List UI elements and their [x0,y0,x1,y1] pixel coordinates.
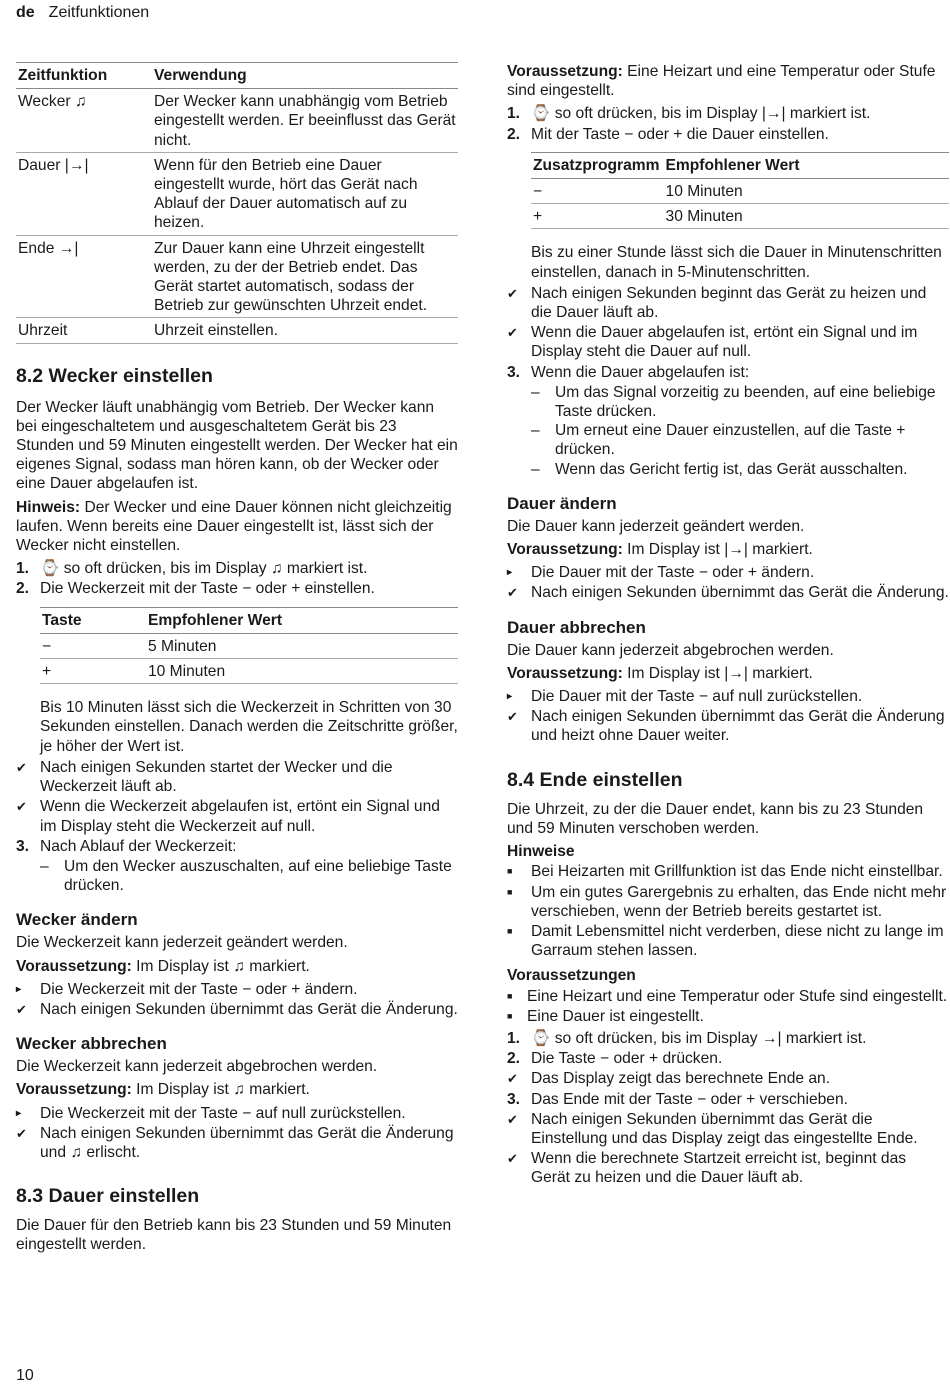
triangle-icon: ▸ [507,691,513,703]
step-number: 1. [507,1029,521,1047]
prerequisite-item-text: Eine Dauer ist eingestellt. [527,1007,704,1025]
check-icon: ✔ [16,1001,27,1017]
table-row [531,179,949,204]
step [507,363,949,382]
action [16,980,458,999]
action-text: Die Weckerzeit mit der Taste − auf null zurückstellen. [40,1104,406,1122]
result-text: Wenn die Dauer abgelaufen ist, ertönt ein Signal und im Display steht die Dauer auf null. [531,324,918,361]
note [16,498,458,556]
check-icon: ✔ [16,1125,27,1141]
notes-label: Hinweise [507,843,575,861]
step [16,837,458,856]
step-number: 2. [507,125,521,143]
step-text: Wenn die Dauer abgelaufen ist: [531,363,750,381]
step-text: ⌚ so oft drücken, bis im Display |→| markiert ist. [531,105,871,123]
check-icon: ✔ [16,799,27,815]
section-heading-8-2: 8.2 Wecker einstellen [16,364,213,387]
paragraph: Die Dauer für den Betrieb kann bis 23 Stunden und 59 Minuten eingestellt werden. [16,1217,452,1254]
table-row [40,633,458,658]
result [507,583,949,602]
step-text: Nach Ablauf der Weckerzeit: [40,837,237,855]
function-name: Dauer |→| [16,152,152,235]
result-text: Nach einigen Sekunden übernimmt das Gerät die Änderung. [531,584,949,602]
prerequisite-label: Voraussetzung: [16,1081,132,1099]
triangle-icon: ▸ [16,1107,22,1119]
step-text: Die Weckerzeit mit der Taste − oder + einstellen. [40,580,375,598]
subheading-dauer-aendern: Dauer ändern [507,493,617,513]
table-header-key: Zusatzprogramm [531,152,664,178]
result [507,1110,949,1148]
section-heading-8-3: 8.3 Dauer einstellen [16,1185,200,1208]
step-text: Die Taste − oder + drücken. [531,1050,723,1068]
check-icon: ✔ [507,1151,518,1167]
sub-item [507,421,949,459]
paragraph: Bis 10 Minuten lässt sich die Weckerzeit in Schritten von 30 Sekunden einstellen. Danach werden die Zeitschritte größer, je höher der Wert ist. [40,699,458,755]
step [507,1049,949,1068]
function-usage: Der Wecker kann unabhängig vom Betrieb eingestellt werden. Er beeinflusst das Gerät nicht. [152,89,458,153]
additional-program-table [531,152,949,230]
step-number: 3. [16,837,30,855]
prerequisite-item-text: Eine Heizart und eine Temperatur oder Stufe sind eingestellt. [527,987,948,1005]
table-header-key: Taste [40,607,146,633]
left-column [16,62,458,1259]
table-header-function: Zeitfunktion [16,63,152,89]
check-icon: ✔ [16,759,27,775]
result [16,758,458,796]
table-row [16,318,458,343]
action-text: Die Dauer mit der Taste − auf null zurückstellen. [531,688,863,706]
result [507,1069,949,1088]
check-icon: ✔ [507,1071,518,1087]
prerequisites-label: Voraussetzungen [507,967,636,985]
note-item [507,922,949,960]
step-text: Mit der Taste − oder + die Dauer einstellen. [531,125,829,143]
square-bullet-icon: ■ [507,886,513,897]
prerequisite-label: Voraussetzung: [507,541,623,559]
result-text: Das Display zeigt das berechnete Ende an. [531,1070,831,1088]
subheading-wecker-aendern: Wecker ändern [16,910,138,930]
square-bullet-icon: ■ [507,1010,513,1021]
function-name: Wecker ♫ [16,89,152,153]
prerequisite [16,1080,458,1099]
time-functions-table [16,62,458,344]
sub-item-text: Um das Signal vorzeitig zu beenden, auf eine beliebige Taste drücken. [555,383,936,421]
result [507,1149,949,1187]
section-title: Zeitfunktionen [48,4,150,21]
result-text: Nach einigen Sekunden startet der Wecker und die Weckerzeit läuft ab. [40,758,393,796]
result-text: Nach einigen Sekunden übernimmt das Gerät die Änderung und ♫ erlischt. [40,1124,454,1161]
note-item [507,883,949,921]
step-number: 2. [16,580,30,598]
paragraph: Die Dauer kann jederzeit geändert werden. [507,517,805,535]
result [507,323,949,361]
table-row [16,89,458,153]
triangle-icon: ▸ [16,983,22,995]
prerequisite [16,957,458,976]
result [16,1000,458,1019]
step [507,125,949,144]
prerequisite-text: Im Display ist ♫ markiert. [136,1081,310,1099]
square-bullet-icon: ■ [507,866,513,877]
step [16,579,458,598]
subheading-wecker-abbrechen: Wecker abbrechen [16,1034,167,1054]
dash-marker: – [531,460,540,478]
prerequisite [507,540,949,559]
sub-item [507,383,949,421]
step-text: Das Ende mit der Taste − oder + verschieben. [531,1090,848,1108]
language-code: de [16,4,35,21]
result [507,284,949,322]
dash-marker: – [40,857,49,875]
note-item-text: Bei Heizarten mit Grillfunktion ist das Ende nicht einstellbar. [531,863,943,881]
square-bullet-icon: ■ [507,925,513,936]
key-cell: + [40,659,146,684]
check-icon: ✔ [507,285,518,301]
step-number: 1. [507,105,521,123]
result-text: Nach einigen Sekunden beginnt das Gerät zu heizen und die Dauer läuft ab. [531,284,927,322]
prerequisite-item [507,987,949,1006]
table-row [16,235,458,318]
paragraph: Die Weckerzeit kann jederzeit geändert werden. [16,934,348,952]
check-icon: ✔ [507,1111,518,1127]
result-text: Nach einigen Sekunden übernimmt das Gerät die Änderung. [40,1000,458,1018]
step-text: ⌚ so oft drücken, bis im Display ♫ markiert ist. [40,560,368,578]
prerequisite-item [507,1007,949,1026]
check-icon: ✔ [507,325,518,341]
value-cell: 5 Minuten [146,633,458,658]
table-row [40,659,458,684]
prerequisite [507,62,949,100]
paragraph: Bis zu einer Stunde lässt sich die Dauer in Minutenschritten einstellen, danach in 5-Minutenschritten. [531,244,942,281]
key-cell: + [531,204,664,229]
step [507,104,949,123]
sub-item [507,460,949,479]
result-text: Wenn die Weckerzeit abgelaufen ist, ertönt ein Signal und im Display steht die Weckerzeit auf null. [40,798,440,835]
action-text: Die Weckerzeit mit der Taste − oder + ändern. [40,980,358,998]
value-cell: 10 Minuten [664,179,949,204]
step [507,1090,949,1109]
note-item-text: Um ein gutes Garergebnis zu erhalten, das Ende nicht mehr verschieben, wenn der Betrieb bereits gestartet ist. [531,883,947,920]
step-number: 1. [16,560,30,578]
step-number: 2. [507,1050,521,1068]
note-item [507,862,949,881]
triangle-icon: ▸ [507,567,513,579]
dash-marker: – [531,422,540,440]
function-name: Uhrzeit [16,318,152,343]
action [507,687,949,706]
table-header-value: Empfohlener Wert [664,152,949,178]
table-row [16,152,458,235]
square-bullet-icon: ■ [507,990,513,1001]
sub-item [16,857,458,895]
step-number: 3. [507,1090,521,1108]
key-cell: − [531,179,664,204]
result [16,797,458,835]
prerequisite-text: Eine Heizart und eine Temperatur oder Stufe sind eingestellt. [507,63,936,100]
prerequisite-label: Voraussetzung: [507,63,623,80]
prerequisite-label: Voraussetzung: [507,664,623,682]
value-cell: 10 Minuten [146,659,458,684]
value-cell: 30 Minuten [664,204,949,229]
check-icon: ✔ [507,709,518,725]
paragraph: Die Uhrzeit, zu der die Dauer endet, kann bis zu 23 Stunden und 59 Minuten verschoben werden. [507,800,924,837]
prerequisite-text: Im Display ist ♫ markiert. [136,957,310,975]
check-icon: ✔ [507,585,518,601]
step-text: ⌚ so oft drücken, bis im Display →| markiert ist. [531,1029,867,1047]
subheading-dauer-abbrechen: Dauer abbrechen [507,617,646,637]
action [507,563,949,582]
recommended-values-table-wrap [40,607,458,685]
result-text: Wenn die berechnete Startzeit erreicht ist, beginnt das Gerät zu heizen und die Dauer läuft ab. [531,1150,907,1187]
page-number: 10 [16,1367,34,1384]
function-name: Ende →| [16,235,152,318]
paragraph: Der Wecker läuft unabhängig vom Betrieb. Der Wecker kann bei eingeschaltetem und ausgeschaltetem Gerät bis 23 Stunden und 59 Minuten eingestellt werden. Der Wecker hat ein eigenes Signal, sodass man hören kann, ob der Wecker oder eine Dauer abgelaufen ist. [16,398,458,493]
table-row [531,204,949,229]
function-usage: Wenn für den Betrieb eine Dauer eingestellt wurde, hört das Gerät nach Ablauf der Dauer automatisch auf zu heizen. [152,152,458,235]
table-header-usage: Verwendung [152,63,458,89]
sub-item-text: Um erneut eine Dauer einzustellen, auf die Taste + drücken. [555,422,906,459]
key-cell: − [40,633,146,658]
action-text: Die Dauer mit der Taste − oder + ändern. [531,564,815,582]
sub-item-text: Um den Wecker auszuschalten, auf eine beliebige Taste drücken. [64,857,452,895]
note-item-text: Damit Lebensmittel nicht verderben, diese nicht zu lange im Garraum stehen lassen. [531,922,944,960]
dash-marker: – [531,383,540,401]
table-header-value: Empfohlener Wert [146,607,458,633]
recommended-values-table-wrap [531,152,949,230]
note-label: Hinweis: [16,498,81,516]
function-usage: Zur Dauer kann eine Uhrzeit eingestellt werden, zu der der Betrieb endet. Das Gerät startet automatisch, sodass der Betrieb zur gewünschten Uhrzeit endet. [152,235,458,318]
step-number: 3. [507,363,521,381]
step [16,559,458,578]
sub-item-text: Wenn das Gericht fertig ist, das Gerät ausschalten. [555,460,908,478]
prerequisite-label: Voraussetzung: [16,957,132,975]
note-text: Der Wecker und eine Dauer können nicht gleichzeitig laufen. Wenn bereits eine Dauer eingestellt ist, lässt sich der Wecker nicht einstellen. [16,498,452,555]
prerequisite-text: Im Display ist |→| markiert. [627,664,813,682]
result [507,707,949,745]
result-text: Nach einigen Sekunden übernimmt das Gerät die Änderung und heizt ohne Dauer weiter. [531,708,945,745]
right-column [507,62,949,1189]
paragraph: Die Weckerzeit kann jederzeit abgebrochen werden. [16,1058,378,1076]
page-header [16,3,149,22]
recommended-values-table [40,607,458,685]
step [507,1029,949,1048]
paragraph: Die Dauer kann jederzeit abgebrochen werden. [507,641,834,659]
section-heading-8-4: 8.4 Ende einstellen [507,768,683,791]
prerequisite-text: Im Display ist |→| markiert. [627,541,813,559]
action [16,1104,458,1123]
result-text: Nach einigen Sekunden übernimmt das Gerät die Einstellung und das Display zeigt das eingestellte Ende. [531,1110,918,1147]
prerequisite [507,664,949,683]
result [16,1124,458,1162]
function-usage: Uhrzeit einstellen. [152,318,458,343]
